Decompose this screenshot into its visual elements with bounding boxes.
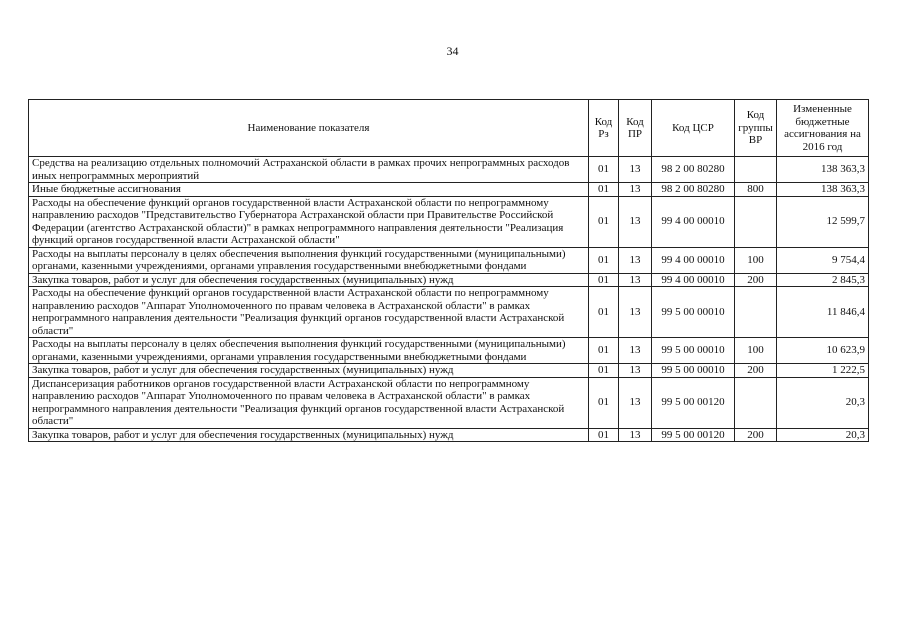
table-row: [29, 157, 869, 183]
cell-rz: 01: [589, 428, 619, 442]
cell-sum: 20,3: [777, 377, 869, 428]
cell-vr: 200: [735, 273, 777, 287]
cell-sum: 20,3: [777, 428, 869, 442]
cell-csr: 99 5 00 00120: [652, 377, 735, 428]
cell-name: Расходы на выплаты персоналу в целях обеспечения выполнения функций государственными (муниципальными) органами, казенными учреждениями, органами управления государственными внебюджетными фондами: [29, 338, 589, 364]
cell-vr: 100: [735, 338, 777, 364]
cell-rz: 01: [589, 183, 619, 197]
cell-vr: 800: [735, 183, 777, 197]
cell-rz: 01: [589, 157, 619, 183]
table-row: [29, 273, 869, 287]
cell-name: Расходы на обеспечение функций органов государственной власти Астраханской области по непрограммному направлению расходов "Аппарат Уполномоченного по правам человека в Астраханской области" в рамках непрограммного направления деятельности "Реализация функций органов государственной власти Астраханской области": [29, 287, 589, 338]
cell-vr: 200: [735, 364, 777, 378]
cell-name: Расходы на выплаты персоналу в целях обеспечения выполнения функций государственными (муниципальными) органами, казенными учреждениями, органами управления государственными внебюджетными фондами: [29, 247, 589, 273]
cell-name: Диспансеризация работников органов государственной власти Астраханской области по непрограммному направлению расходов "Аппарат Уполномоченного по правам человека в Астраханской области" в рамках непрограммного направления деятельности "Реализация функций органов государственной власти Астраханской области": [29, 377, 589, 428]
cell-vr: [735, 157, 777, 183]
cell-vr: [735, 377, 777, 428]
cell-rz: 01: [589, 287, 619, 338]
cell-pr: 13: [619, 196, 652, 247]
table-row: [29, 377, 869, 428]
cell-pr: 13: [619, 247, 652, 273]
cell-pr: 13: [619, 377, 652, 428]
cell-sum: 138 363,3: [777, 157, 869, 183]
cell-sum: 1 222,5: [777, 364, 869, 378]
cell-sum: 11 846,4: [777, 287, 869, 338]
cell-pr: 13: [619, 183, 652, 197]
table-row: [29, 183, 869, 197]
cell-rz: 01: [589, 364, 619, 378]
cell-pr: 13: [619, 287, 652, 338]
cell-pr: 13: [619, 273, 652, 287]
cell-sum: 138 363,3: [777, 183, 869, 197]
cell-name: Расходы на обеспечение функций органов государственной власти Астраханской области по непрограммному направлению расходов "Представительство Губернатора Астраханской области при Правительстве Российской Федерации (агентство Астраханской области)" в рамках непрограммного направления деятельности "Реализация функций органов государственной власти Астраханской области": [29, 196, 589, 247]
cell-vr: [735, 287, 777, 338]
cell-sum: 2 845,3: [777, 273, 869, 287]
cell-rz: 01: [589, 338, 619, 364]
cell-sum: 12 599,7: [777, 196, 869, 247]
cell-sum: 9 754,4: [777, 247, 869, 273]
cell-name: Закупка товаров, работ и услуг для обеспечения государственных (муниципальных) нужд: [29, 273, 589, 287]
cell-pr: 13: [619, 428, 652, 442]
cell-csr: 99 5 00 00010: [652, 338, 735, 364]
table-header-row: [29, 100, 869, 157]
cell-name: Закупка товаров, работ и услуг для обеспечения государственных (муниципальных) нужд: [29, 428, 589, 442]
cell-name: Закупка товаров, работ и услуг для обеспечения государственных (муниципальных) нужд: [29, 364, 589, 378]
table-row: [29, 196, 869, 247]
header-vr: Код группы ВР: [735, 100, 777, 157]
cell-name: Средства на реализацию отдельных полномочий Астраханской области в рамках прочих непрограммных расходов иных непрограммных мероприятий: [29, 157, 589, 183]
cell-pr: 13: [619, 338, 652, 364]
cell-rz: 01: [589, 377, 619, 428]
cell-csr: 99 5 00 00010: [652, 287, 735, 338]
header-name: Наименование показателя: [29, 100, 589, 157]
cell-name: Иные бюджетные ассигнования: [29, 183, 589, 197]
cell-csr: 99 4 00 00010: [652, 247, 735, 273]
cell-rz: 01: [589, 196, 619, 247]
header-rz: Код Рз: [589, 100, 619, 157]
cell-csr: 98 2 00 80280: [652, 183, 735, 197]
cell-vr: 200: [735, 428, 777, 442]
page-number: 34: [446, 44, 459, 58]
cell-csr: 99 5 00 00010: [652, 364, 735, 378]
cell-pr: 13: [619, 157, 652, 183]
header-sum: Измененные бюджетные ассигнования на 2016 год: [777, 100, 869, 157]
cell-csr: 99 5 00 00120: [652, 428, 735, 442]
cell-pr: 13: [619, 364, 652, 378]
table-row: [29, 287, 869, 338]
cell-rz: 01: [589, 273, 619, 287]
cell-vr: 100: [735, 247, 777, 273]
header-csr: Код ЦСР: [652, 100, 735, 157]
cell-sum: 10 623,9: [777, 338, 869, 364]
table-row: [29, 247, 869, 273]
header-pr: Код ПР: [619, 100, 652, 157]
table-row: [29, 364, 869, 378]
budget-table: [28, 99, 869, 442]
table-row: [29, 428, 869, 442]
cell-csr: 98 2 00 80280: [652, 157, 735, 183]
cell-csr: 99 4 00 00010: [652, 196, 735, 247]
cell-rz: 01: [589, 247, 619, 273]
cell-vr: [735, 196, 777, 247]
table-row: [29, 338, 869, 364]
cell-csr: 99 4 00 00010: [652, 273, 735, 287]
